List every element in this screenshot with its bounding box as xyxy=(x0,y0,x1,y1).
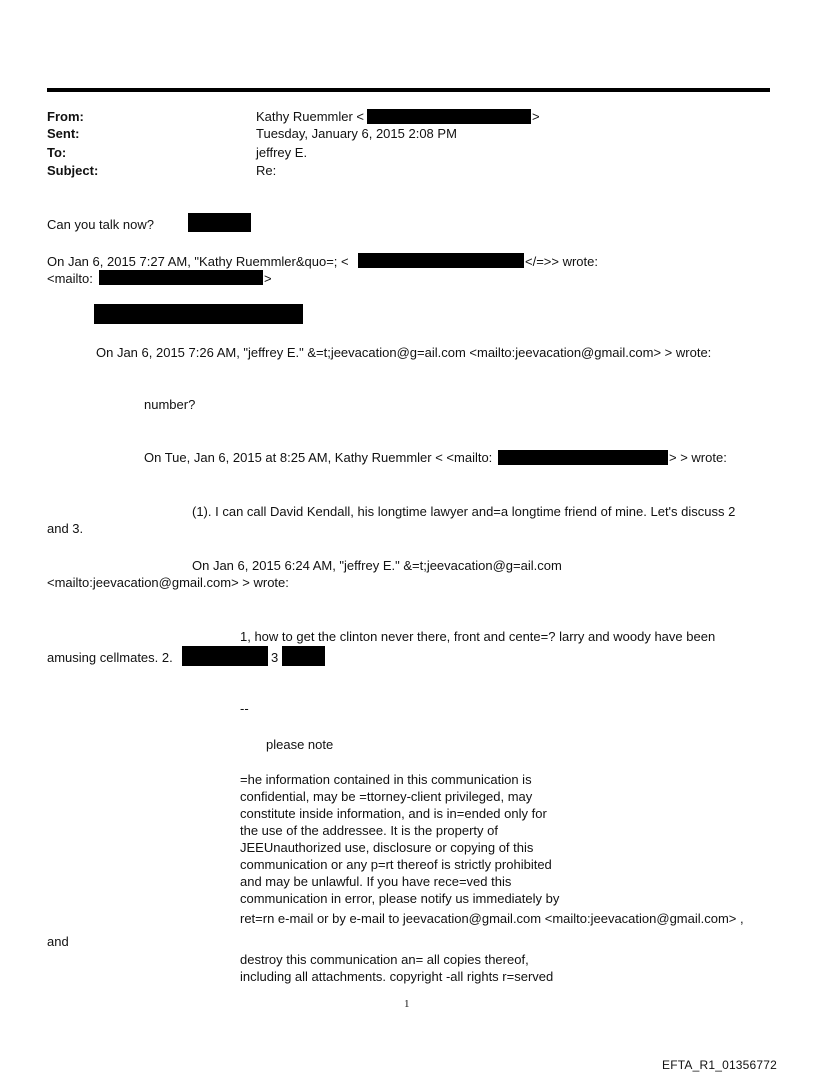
header-rule xyxy=(47,88,770,92)
redaction-box xyxy=(282,646,325,666)
to-label: To: xyxy=(47,145,67,160)
quote4-line-a: On Jan 6, 2015 6:24 AM, "jeffrey E." &=t;jeevacation@g=ail.com xyxy=(192,558,562,573)
msg1-cont-a: amusing cellmates. 2. xyxy=(47,650,173,665)
disclaimer-line: confidential, may be =ttorney-client privileged, may xyxy=(240,789,533,804)
reply1-cont: and 3. xyxy=(47,521,84,536)
redaction-box xyxy=(498,450,668,465)
body-line-1: Can you talk now? xyxy=(47,217,154,232)
sent-value: Tuesday, January 6, 2015 2:08 PM xyxy=(256,126,457,141)
disclaimer-line: constitute inside information, and is in=ended only for xyxy=(240,806,547,821)
disclaimer-line: the use of the addressee. It is the property of xyxy=(240,823,498,838)
disclaimer-line: JEEUnauthorized use, disclosure or copying of this xyxy=(240,840,534,855)
subject-label: Subject: xyxy=(47,163,99,178)
from-close: > xyxy=(532,109,540,124)
sent-label: Sent: xyxy=(47,126,80,141)
msg1-line: 1, how to get the clinton never there, front and cente=? larry and woody have been xyxy=(240,629,716,644)
redaction-box xyxy=(99,270,263,285)
and-word: and xyxy=(47,934,69,949)
quote1-mailto-close: > xyxy=(264,271,272,286)
redaction-box xyxy=(367,109,531,124)
to-value: jeffrey E. xyxy=(256,145,308,160)
number-line: number? xyxy=(144,397,196,412)
redaction-box xyxy=(358,253,524,268)
reply1-line: (1). I can call David Kendall, his longtime lawyer and=a longtime friend of mine. Let's discuss 2 xyxy=(192,504,736,519)
signature-dash: -- xyxy=(240,701,249,716)
quote1-mailto: <mailto: xyxy=(47,271,93,286)
redaction-box xyxy=(94,304,303,324)
document-id: EFTA_R1_01356772 xyxy=(662,1058,778,1072)
redaction-box xyxy=(182,646,268,666)
quote1-line-b: </=>> wrote: xyxy=(525,254,598,269)
disclaimer-line: ret=rn e-mail or by e-mail to jeevacation@gmail.com <mailto:jeevacation@gmail.com> , xyxy=(240,911,744,926)
quote3-line-b: > > wrote: xyxy=(669,450,727,465)
please-note: please note xyxy=(266,737,334,752)
quote1-line-a: On Jan 6, 2015 7:27 AM, "Kathy Ruemmler&quo=; < xyxy=(47,254,349,269)
quote2-line: On Jan 6, 2015 7:26 AM, "jeffrey E." &=t;jeevacation@g=ail.com <mailto:jeevacation@gmail.com> > wrote: xyxy=(96,345,712,360)
disclaimer-line: and may be unlawful. If you have rece=ved this xyxy=(240,874,512,889)
disclaimer-line: communication or any p=rt thereof is strictly prohibited xyxy=(240,857,552,872)
page-number: 1 xyxy=(404,998,410,1010)
msg1-cont-b: 3 xyxy=(271,650,279,665)
disclaimer-end-line: including all attachments. copyright -all rights r=served xyxy=(240,969,554,984)
disclaimer-end-line: destroy this communication an= all copies thereof, xyxy=(240,952,529,967)
quote4-line-b: <mailto:jeevacation@gmail.com> > wrote: xyxy=(47,575,289,590)
from-label: From: xyxy=(47,109,84,124)
subject-value: Re: xyxy=(256,163,277,178)
redaction-box xyxy=(188,213,251,232)
from-value: Kathy Ruemmler < xyxy=(256,109,365,124)
disclaimer-line: =he information contained in this communication is xyxy=(240,772,532,787)
disclaimer-line: communication in error, please notify us immediately by xyxy=(240,891,560,906)
quote3-line-a: On Tue, Jan 6, 2015 at 8:25 AM, Kathy Ruemmler < <mailto: xyxy=(144,450,493,465)
